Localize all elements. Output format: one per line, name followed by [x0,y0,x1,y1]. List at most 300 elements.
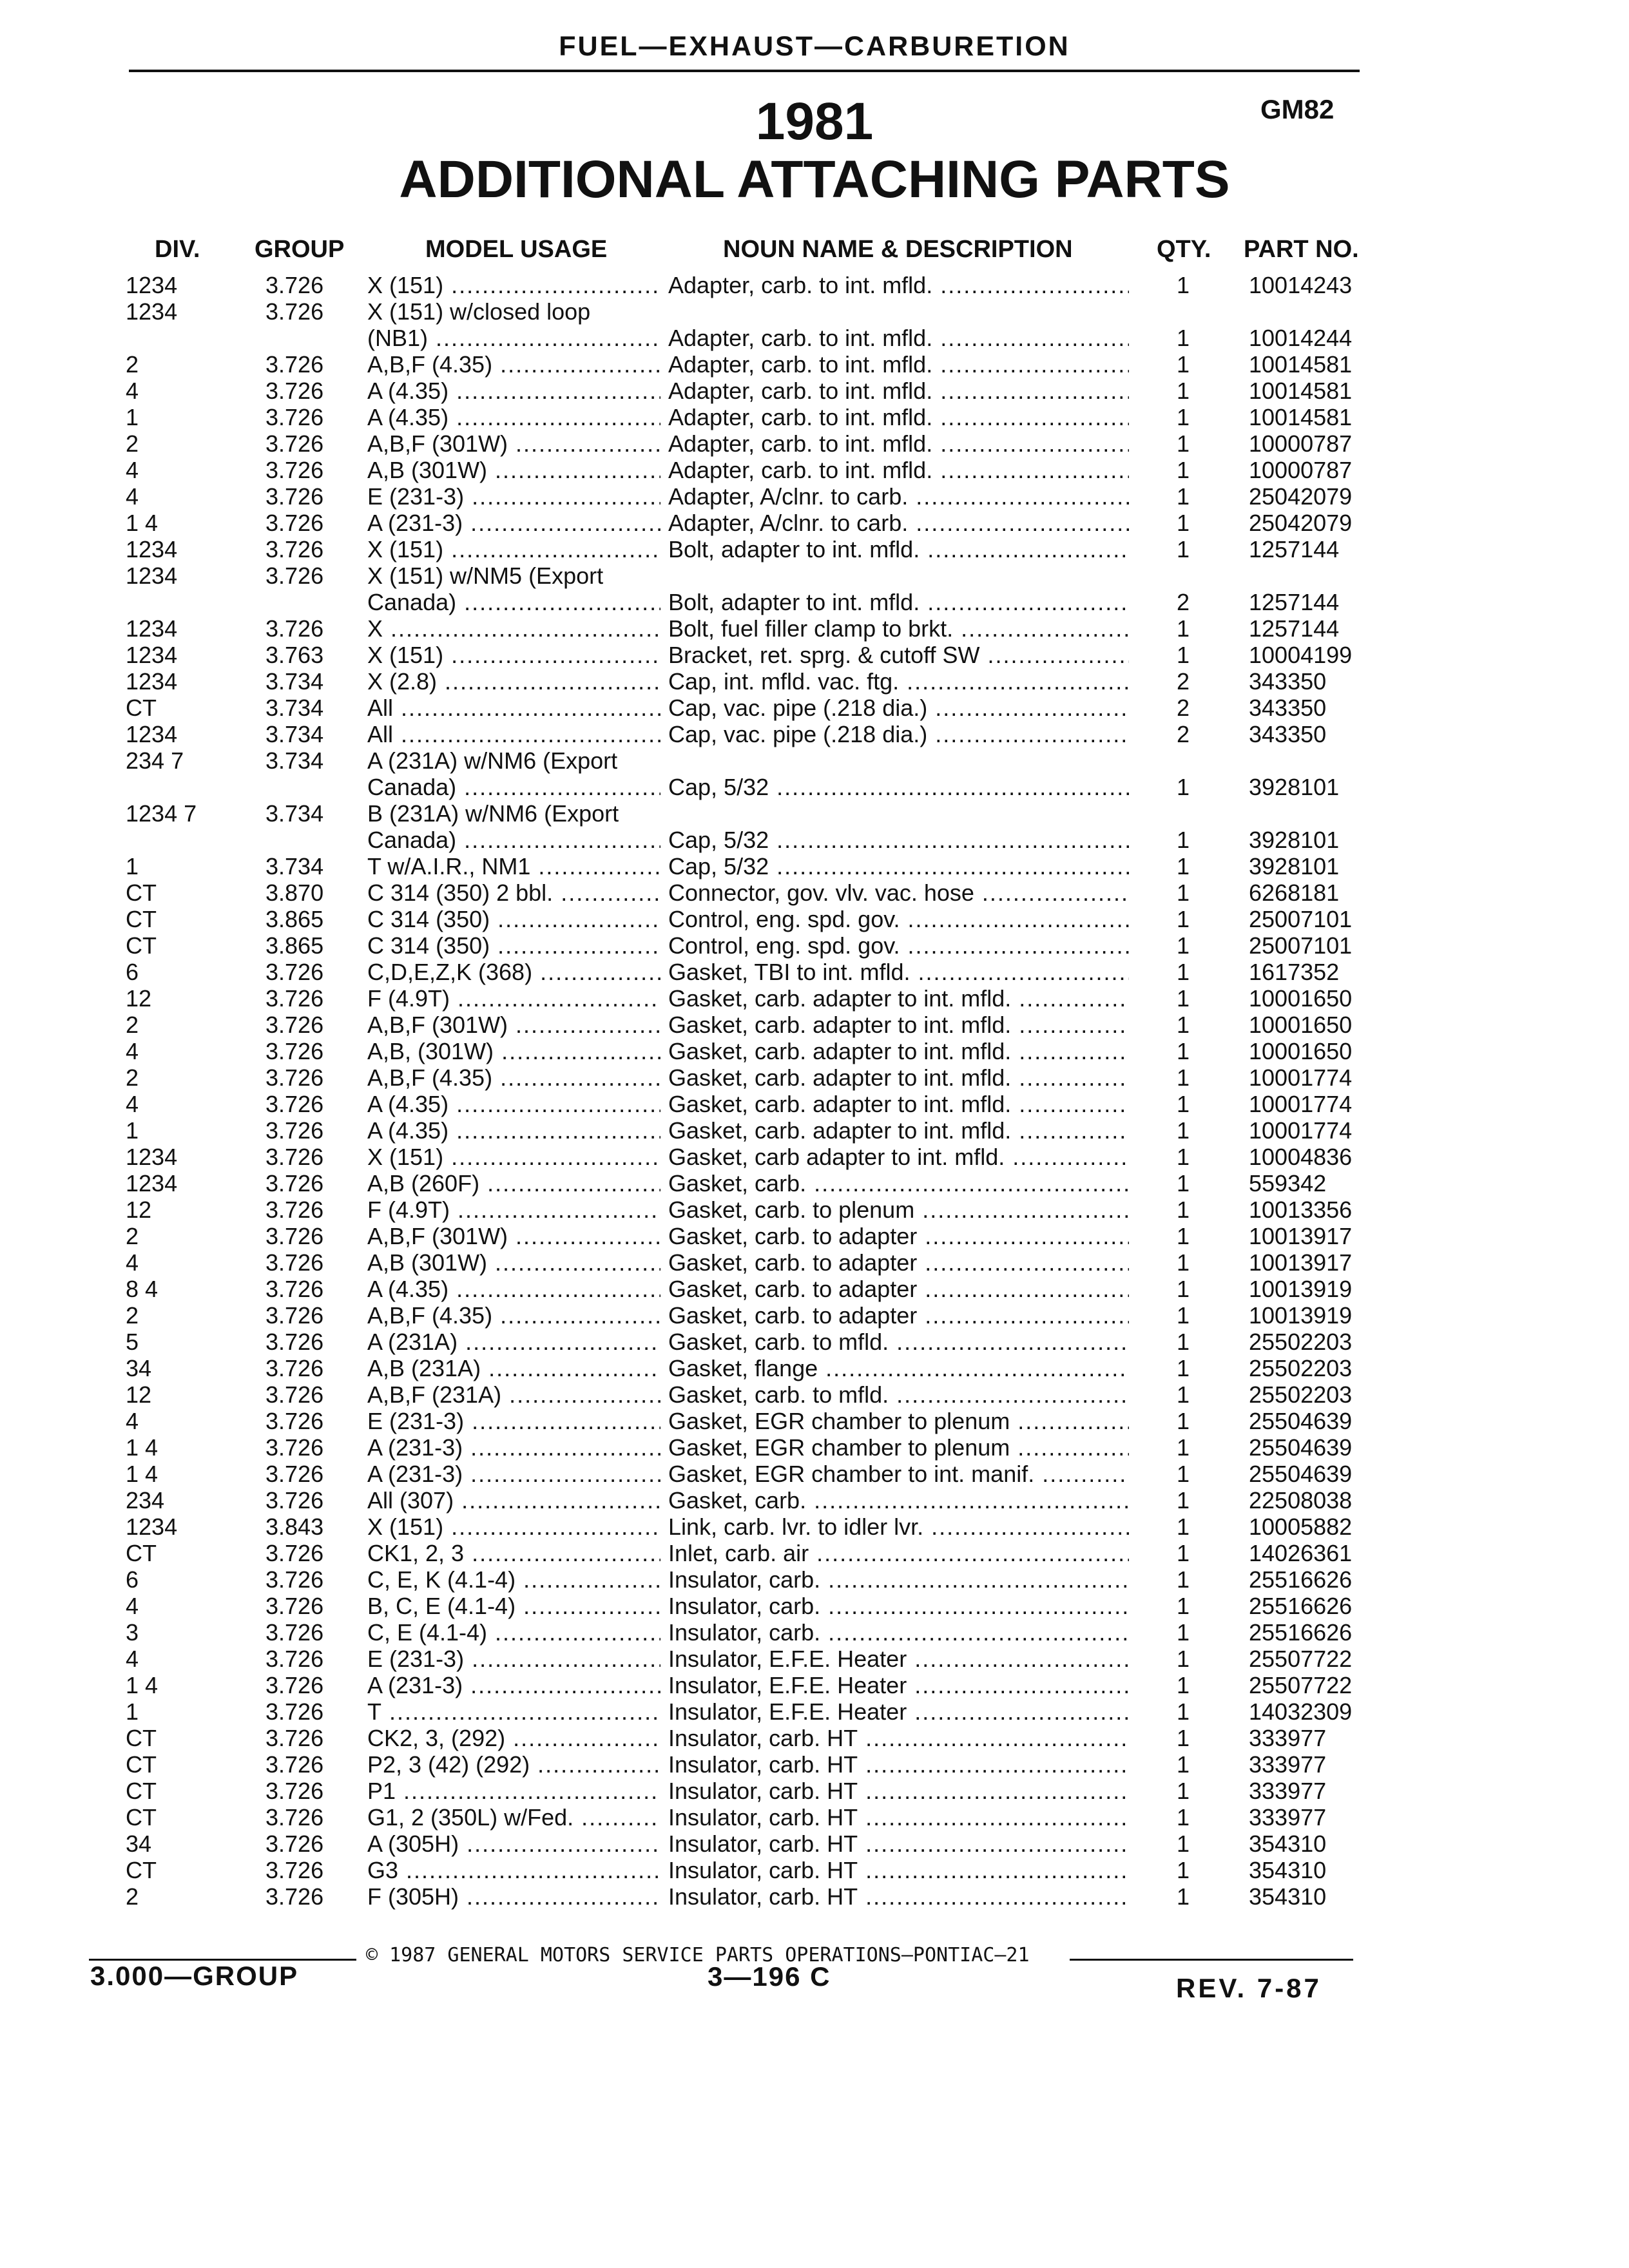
table-row [0,642,1629,668]
div-cell: 8 4 [126,1276,159,1302]
div-cell: 12 [126,1196,152,1223]
model-cell: A (4.35) ..... [367,378,660,404]
group-cell: 3.865 [265,932,324,959]
div-cell: 234 7 [126,747,184,774]
footer-rule-right [1070,1959,1353,1961]
qty-cell: 2 [1177,668,1190,695]
model-cell: C,D,E,Z,K (368) ..... [367,959,660,985]
part-number-cell: 25507722 [1249,1646,1353,1672]
model-cell: X (151) w/closed loop [367,298,591,325]
table-row [0,959,1629,985]
model-cell: X (151) ..... [367,642,660,668]
table-row [0,1223,1629,1249]
table-row [0,1461,1629,1487]
table-row [0,1355,1629,1381]
qty-cell: 1 [1177,1012,1190,1038]
model-cell: X ..... [367,615,660,642]
div-cell: 1234 [126,298,178,325]
model-cell: A (4.35) ..... [367,1276,660,1302]
qty-cell: 1 [1177,1778,1190,1804]
qty-cell: 1 [1177,1487,1190,1514]
part-number-cell: 25504639 [1249,1434,1353,1461]
table-row [0,1064,1629,1091]
group-cell: 3.726 [265,1778,324,1804]
noun-cell: Insulator, E.F.E. Heater ..... [668,1646,1129,1672]
qty-cell: 1 [1177,1434,1190,1461]
qty-cell: 1 [1177,1170,1190,1196]
part-number-cell: 343350 [1249,668,1327,695]
noun-cell: Cap, vac. pipe (.218 dia.) ..... [668,721,1129,747]
group-cell: 3.726 [265,1487,324,1514]
model-cell: X (151) ..... [367,272,660,298]
div-cell: 234 [126,1487,165,1514]
group-cell: 3.726 [265,483,324,510]
model-cell: E (231-3) ..... [367,1408,660,1434]
div-cell: 4 [126,1646,139,1672]
div-cell: CT [126,1804,157,1831]
model-cell: A (4.35) ..... [367,1117,660,1144]
part-number-cell: 25516626 [1249,1619,1353,1646]
part-number-cell: 10001650 [1249,985,1353,1012]
model-cell: (NB1) ..... [367,325,660,351]
noun-cell: Cap, vac. pipe (.218 dia.) ..... [668,695,1129,721]
part-number-cell: 354310 [1249,1883,1327,1910]
div-cell: CT [126,1725,157,1751]
group-cell: 3.726 [265,1804,324,1831]
div-cell: CT [126,1778,157,1804]
part-number-cell: 10013356 [1249,1196,1353,1223]
table-row [0,272,1629,298]
group-cell: 3.726 [265,1249,324,1276]
table-row [0,1646,1629,1672]
part-number-cell: 1257144 [1249,589,1340,615]
part-number-cell: 10013917 [1249,1223,1353,1249]
part-number-cell: 25007101 [1249,906,1353,932]
model-cell: CK1, 2, 3 ..... [367,1540,660,1566]
qty-cell: 1 [1177,1883,1190,1910]
group-cell: 3.726 [265,1751,324,1778]
div-cell: 2 [126,351,139,378]
noun-cell: Link, carb. lvr. to idler lvr. ..... [668,1514,1129,1540]
qty-cell: 1 [1177,1144,1190,1170]
noun-cell: Insulator, carb. ..... [668,1619,1129,1646]
table-row [0,1487,1629,1514]
group-cell: 3.726 [265,1408,324,1434]
header-rule [129,70,1360,72]
qty-cell: 1 [1177,642,1190,668]
part-number-cell: 354310 [1249,1831,1327,1857]
model-cell: B (231A) w/NM6 (Export [367,800,619,827]
table-row [0,827,1629,853]
table-row [0,1408,1629,1434]
model-cell: A (231A) w/NM6 (Export [367,747,618,774]
qty-cell: 1 [1177,1461,1190,1487]
group-cell: 3.726 [265,430,324,457]
noun-cell: Insulator, E.F.E. Heater ..... [668,1698,1129,1725]
qty-cell: 1 [1177,1355,1190,1381]
part-number-cell: 25042079 [1249,483,1353,510]
table-row [0,1725,1629,1751]
qty-cell: 1 [1177,879,1190,906]
qty-cell: 1 [1177,1751,1190,1778]
table-row [0,404,1629,430]
div-cell: 1 4 [126,1672,159,1698]
table-row [0,800,1629,827]
column-header-qty: QTY. [1157,236,1211,263]
table-row [0,1434,1629,1461]
part-number-cell: 343350 [1249,695,1327,721]
table-row [0,695,1629,721]
div-cell: CT [126,1857,157,1883]
group-cell: 3.734 [265,853,324,879]
group-cell: 3.726 [265,1593,324,1619]
noun-cell: Gasket, carb. to mfld. ..... [668,1381,1129,1408]
qty-cell: 1 [1177,1514,1190,1540]
noun-cell: Gasket, TBI to int. mfld. ..... [668,959,1129,985]
noun-cell: Gasket, carb. adapter to int. mfld. ..... [668,1117,1129,1144]
qty-cell: 1 [1177,1698,1190,1725]
div-cell: 4 [126,1408,139,1434]
model-cell: A (305H) ..... [367,1831,660,1857]
qty-cell: 1 [1177,1091,1190,1117]
part-number-cell: 1617352 [1249,959,1340,985]
part-number-cell: 333977 [1249,1725,1327,1751]
part-number-cell: 25504639 [1249,1408,1353,1434]
table-row [0,378,1629,404]
div-cell: 1234 [126,1170,178,1196]
part-number-cell: 22508038 [1249,1487,1353,1514]
model-cell: A (231-3) ..... [367,1434,660,1461]
group-cell: 3.726 [265,1646,324,1672]
table-row [0,906,1629,932]
part-number-cell: 10013919 [1249,1276,1353,1302]
qty-cell: 1 [1177,906,1190,932]
qty-cell: 1 [1177,1593,1190,1619]
table-row [0,615,1629,642]
noun-cell: Gasket, carb. to mfld. ..... [668,1329,1129,1355]
model-cell: C, E, K (4.1-4) ..... [367,1566,660,1593]
table-row [0,1804,1629,1831]
column-header-div: DIV. [155,236,200,263]
table-row [0,1381,1629,1408]
group-cell: 3.726 [265,562,324,589]
div-cell: 1234 7 [126,800,197,827]
model-cell: A (231-3) ..... [367,1461,660,1487]
noun-cell: Adapter, carb. to int. mfld. ..... [668,457,1129,483]
part-number-cell: 343350 [1249,721,1327,747]
div-cell: 4 [126,1593,139,1619]
part-number-cell: 10000787 [1249,457,1353,483]
model-cell: C 314 (350) ..... [367,932,660,959]
part-number-cell: 25502203 [1249,1329,1353,1355]
noun-cell: Insulator, carb. ..... [668,1593,1129,1619]
group-cell: 3.726 [265,1038,324,1064]
table-row [0,1329,1629,1355]
div-cell: 1234 [126,272,178,298]
div-cell: 1 4 [126,1434,159,1461]
group-cell: 3.870 [265,879,324,906]
part-number-cell: 10014243 [1249,272,1353,298]
table-row [0,510,1629,536]
model-cell: A,B (260F) ..... [367,1170,660,1196]
div-cell: 34 [126,1831,152,1857]
group-cell: 3.726 [265,1329,324,1355]
qty-cell: 1 [1177,272,1190,298]
qty-cell: 1 [1177,1117,1190,1144]
noun-cell: Gasket, EGR chamber to plenum ..... [668,1408,1129,1434]
noun-cell: Adapter, carb. to int. mfld. ..... [668,325,1129,351]
table-row [0,1672,1629,1698]
model-cell: P1 ..... [367,1778,660,1804]
copyright-line: © 1987 GENERAL MOTORS SERVICE PARTS OPERATIONS—PONTIAC—21 [366,1944,1030,1966]
part-number-cell: 25007101 [1249,932,1353,959]
table-row [0,1698,1629,1725]
noun-cell: Gasket, carb. to plenum ..... [668,1196,1129,1223]
model-cell: A (231A) ..... [367,1329,660,1355]
qty-cell: 1 [1177,457,1190,483]
noun-cell: Gasket, flange ..... [668,1355,1129,1381]
noun-cell: Insulator, carb. HT ..... [668,1804,1129,1831]
div-cell: 4 [126,1038,139,1064]
div-cell: CT [126,879,157,906]
div-cell: 12 [126,1381,152,1408]
model-cell: A,B,F (301W) ..... [367,1223,660,1249]
part-number-cell: 3928101 [1249,827,1340,853]
div-cell: CT [126,1751,157,1778]
model-cell: A,B,F (4.35) ..... [367,351,660,378]
noun-cell: Gasket, carb. to adapter ..... [668,1223,1129,1249]
part-number-cell: 10001774 [1249,1091,1353,1117]
div-cell: 1 4 [126,510,159,536]
qty-cell: 1 [1177,1804,1190,1831]
group-cell: 3.726 [265,1170,324,1196]
qty-cell: 1 [1177,1619,1190,1646]
qty-cell: 2 [1177,721,1190,747]
model-cell: A (4.35) ..... [367,1091,660,1117]
qty-cell: 1 [1177,1725,1190,1751]
group-cell: 3.734 [265,668,324,695]
model-cell: A,B, (301W) ..... [367,1038,660,1064]
group-cell: 3.726 [265,985,324,1012]
group-cell: 3.726 [265,1540,324,1566]
part-number-cell: 25502203 [1249,1355,1353,1381]
noun-cell: Cap, 5/32 ..... [668,774,1129,800]
group-cell: 3.726 [265,457,324,483]
group-cell: 3.726 [265,536,324,562]
qty-cell: 1 [1177,1540,1190,1566]
qty-cell: 1 [1177,1249,1190,1276]
div-cell: CT [126,1540,157,1566]
table-row [0,853,1629,879]
noun-cell: Insulator, carb. HT ..... [668,1778,1129,1804]
table-row [0,351,1629,378]
table-row [0,1302,1629,1329]
noun-cell: Adapter, carb. to int. mfld. ..... [668,351,1129,378]
noun-cell: Cap, 5/32 ..... [668,853,1129,879]
noun-cell: Adapter, A/clnr. to carb. ..... [668,510,1129,536]
noun-cell: Control, eng. spd. gov. ..... [668,932,1129,959]
part-number-cell: 25516626 [1249,1593,1353,1619]
div-cell: 1234 [126,668,178,695]
part-number-cell: 10014581 [1249,404,1353,430]
part-number-cell: 1257144 [1249,536,1340,562]
group-cell: 3.726 [265,1461,324,1487]
noun-cell: Gasket, carb. adapter to int. mfld. ..... [668,1091,1129,1117]
qty-cell: 1 [1177,1831,1190,1857]
page-number: 3—196 C [708,1961,831,1992]
noun-cell: Cap, 5/32 ..... [668,827,1129,853]
div-cell: 6 [126,959,139,985]
qty-cell: 1 [1177,1064,1190,1091]
table-row [0,536,1629,562]
noun-cell: Insulator, carb. HT ..... [668,1857,1129,1883]
model-cell: Canada) ..... [367,589,660,615]
part-number-cell: 10014244 [1249,325,1353,351]
part-number-cell: 25516626 [1249,1566,1353,1593]
group-cell: 3.726 [265,1223,324,1249]
group-cell: 3.865 [265,906,324,932]
noun-cell: Gasket, carb. adapter to int. mfld. ..... [668,985,1129,1012]
part-number-cell: 10005882 [1249,1514,1353,1540]
table-row [0,562,1629,589]
noun-cell: Inlet, carb. air ..... [668,1540,1129,1566]
table-row [0,1144,1629,1170]
table-row [0,747,1629,774]
qty-cell: 1 [1177,404,1190,430]
table-row [0,1196,1629,1223]
part-number-cell: 25042079 [1249,510,1353,536]
catalog-code: GM82 [1260,94,1335,124]
group-cell: 3.726 [265,298,324,325]
part-number-cell: 333977 [1249,1751,1327,1778]
noun-cell: Gasket, carb. to adapter ..... [668,1302,1129,1329]
noun-cell: Insulator, carb. HT ..... [668,1831,1129,1857]
group-cell: 3.734 [265,747,324,774]
table-row [0,1593,1629,1619]
group-cell: 3.734 [265,721,324,747]
group-cell: 3.726 [265,1012,324,1038]
table-row [0,1883,1629,1910]
model-cell: A,B,F (4.35) ..... [367,1302,660,1329]
part-number-cell: 10000787 [1249,430,1353,457]
div-cell: 1234 [126,721,178,747]
part-number-cell: 10013917 [1249,1249,1353,1276]
part-number-cell: 1257144 [1249,615,1340,642]
group-cell: 3.726 [265,1831,324,1857]
qty-cell: 1 [1177,985,1190,1012]
qty-cell: 1 [1177,1223,1190,1249]
qty-cell: 2 [1177,695,1190,721]
qty-cell: 1 [1177,1381,1190,1408]
model-cell: F (4.9T) ..... [367,985,660,1012]
noun-cell: Insulator, carb. HT ..... [668,1725,1129,1751]
noun-cell: Gasket, carb. to adapter ..... [668,1249,1129,1276]
part-number-cell: 3928101 [1249,774,1340,800]
part-number-cell: 10001774 [1249,1117,1353,1144]
noun-cell: Gasket, carb. ..... [668,1487,1129,1514]
group-cell: 3.726 [265,1091,324,1117]
table-row [0,1831,1629,1857]
group-cell: 3.726 [265,1355,324,1381]
noun-cell: Gasket, EGR chamber to plenum ..... [668,1434,1129,1461]
group-cell: 3.726 [265,1144,324,1170]
model-cell: All (307) ..... [367,1487,660,1514]
table-row [0,879,1629,906]
qty-cell: 1 [1177,853,1190,879]
div-cell: 1 [126,853,139,879]
part-number-cell: 25502203 [1249,1381,1353,1408]
table-row [0,483,1629,510]
div-cell: 2 [126,430,139,457]
noun-cell: Insulator, E.F.E. Heater ..... [668,1672,1129,1698]
div-cell: 34 [126,1355,152,1381]
qty-cell: 1 [1177,536,1190,562]
section-header: FUEL—EXHAUST—CARBURETION [559,31,1070,62]
qty-cell: 1 [1177,1646,1190,1672]
group-cell: 3.734 [265,695,324,721]
model-cell: Canada) ..... [367,827,660,853]
qty-cell: 1 [1177,959,1190,985]
model-cell: C 314 (350) ..... [367,906,660,932]
table-row [0,1857,1629,1883]
noun-cell: Connector, gov. vlv. vac. hose ..... [668,879,1129,906]
group-cell: 3.726 [265,1302,324,1329]
part-number-cell: 333977 [1249,1804,1327,1831]
div-cell: 1234 [126,562,178,589]
column-header-model: MODEL USAGE [425,236,608,263]
column-header-group: GROUP [255,236,345,263]
div-cell: CT [126,695,157,721]
noun-cell: Bolt, adapter to int. mfld. ..... [668,589,1129,615]
qty-cell: 1 [1177,1329,1190,1355]
group-cell: 3.726 [265,1276,324,1302]
qty-cell: 2 [1177,589,1190,615]
part-number-cell: 10004199 [1249,642,1353,668]
model-cell: F (4.9T) ..... [367,1196,660,1223]
qty-cell: 1 [1177,1038,1190,1064]
group-cell: 3.726 [265,615,324,642]
noun-cell: Gasket, carb adapter to int. mfld. ..... [668,1144,1129,1170]
div-cell: 1234 [126,615,178,642]
div-cell: 1234 [126,642,178,668]
group-cell: 3.726 [265,510,324,536]
noun-cell: Gasket, carb. adapter to int. mfld. ..... [668,1064,1129,1091]
model-cell: X (151) ..... [367,536,660,562]
part-number-cell: 10014581 [1249,378,1353,404]
catalog-year: 1981 [755,92,874,151]
part-number-cell: 25507722 [1249,1672,1353,1698]
model-cell: All ..... [367,695,660,721]
qty-cell: 1 [1177,1276,1190,1302]
revision-label: REV. 7-87 [1176,1973,1322,2003]
noun-cell: Insulator, carb. HT ..... [668,1751,1129,1778]
group-cell: 3.726 [265,1883,324,1910]
part-number-cell: 10014581 [1249,351,1353,378]
table-row [0,668,1629,695]
noun-cell: Adapter, carb. to int. mfld. ..... [668,404,1129,430]
model-cell: E (231-3) ..... [367,483,660,510]
model-cell: C, E (4.1-4) ..... [367,1619,660,1646]
table-row [0,1276,1629,1302]
table-row [0,1012,1629,1038]
group-cell: 3.726 [265,378,324,404]
noun-cell: Gasket, carb. adapter to int. mfld. ..... [668,1038,1129,1064]
div-cell: 1 [126,1698,139,1725]
div-cell: 2 [126,1223,139,1249]
part-number-cell: 10013919 [1249,1302,1353,1329]
table-row [0,589,1629,615]
group-label: 3.000—GROUP [90,1961,299,1991]
